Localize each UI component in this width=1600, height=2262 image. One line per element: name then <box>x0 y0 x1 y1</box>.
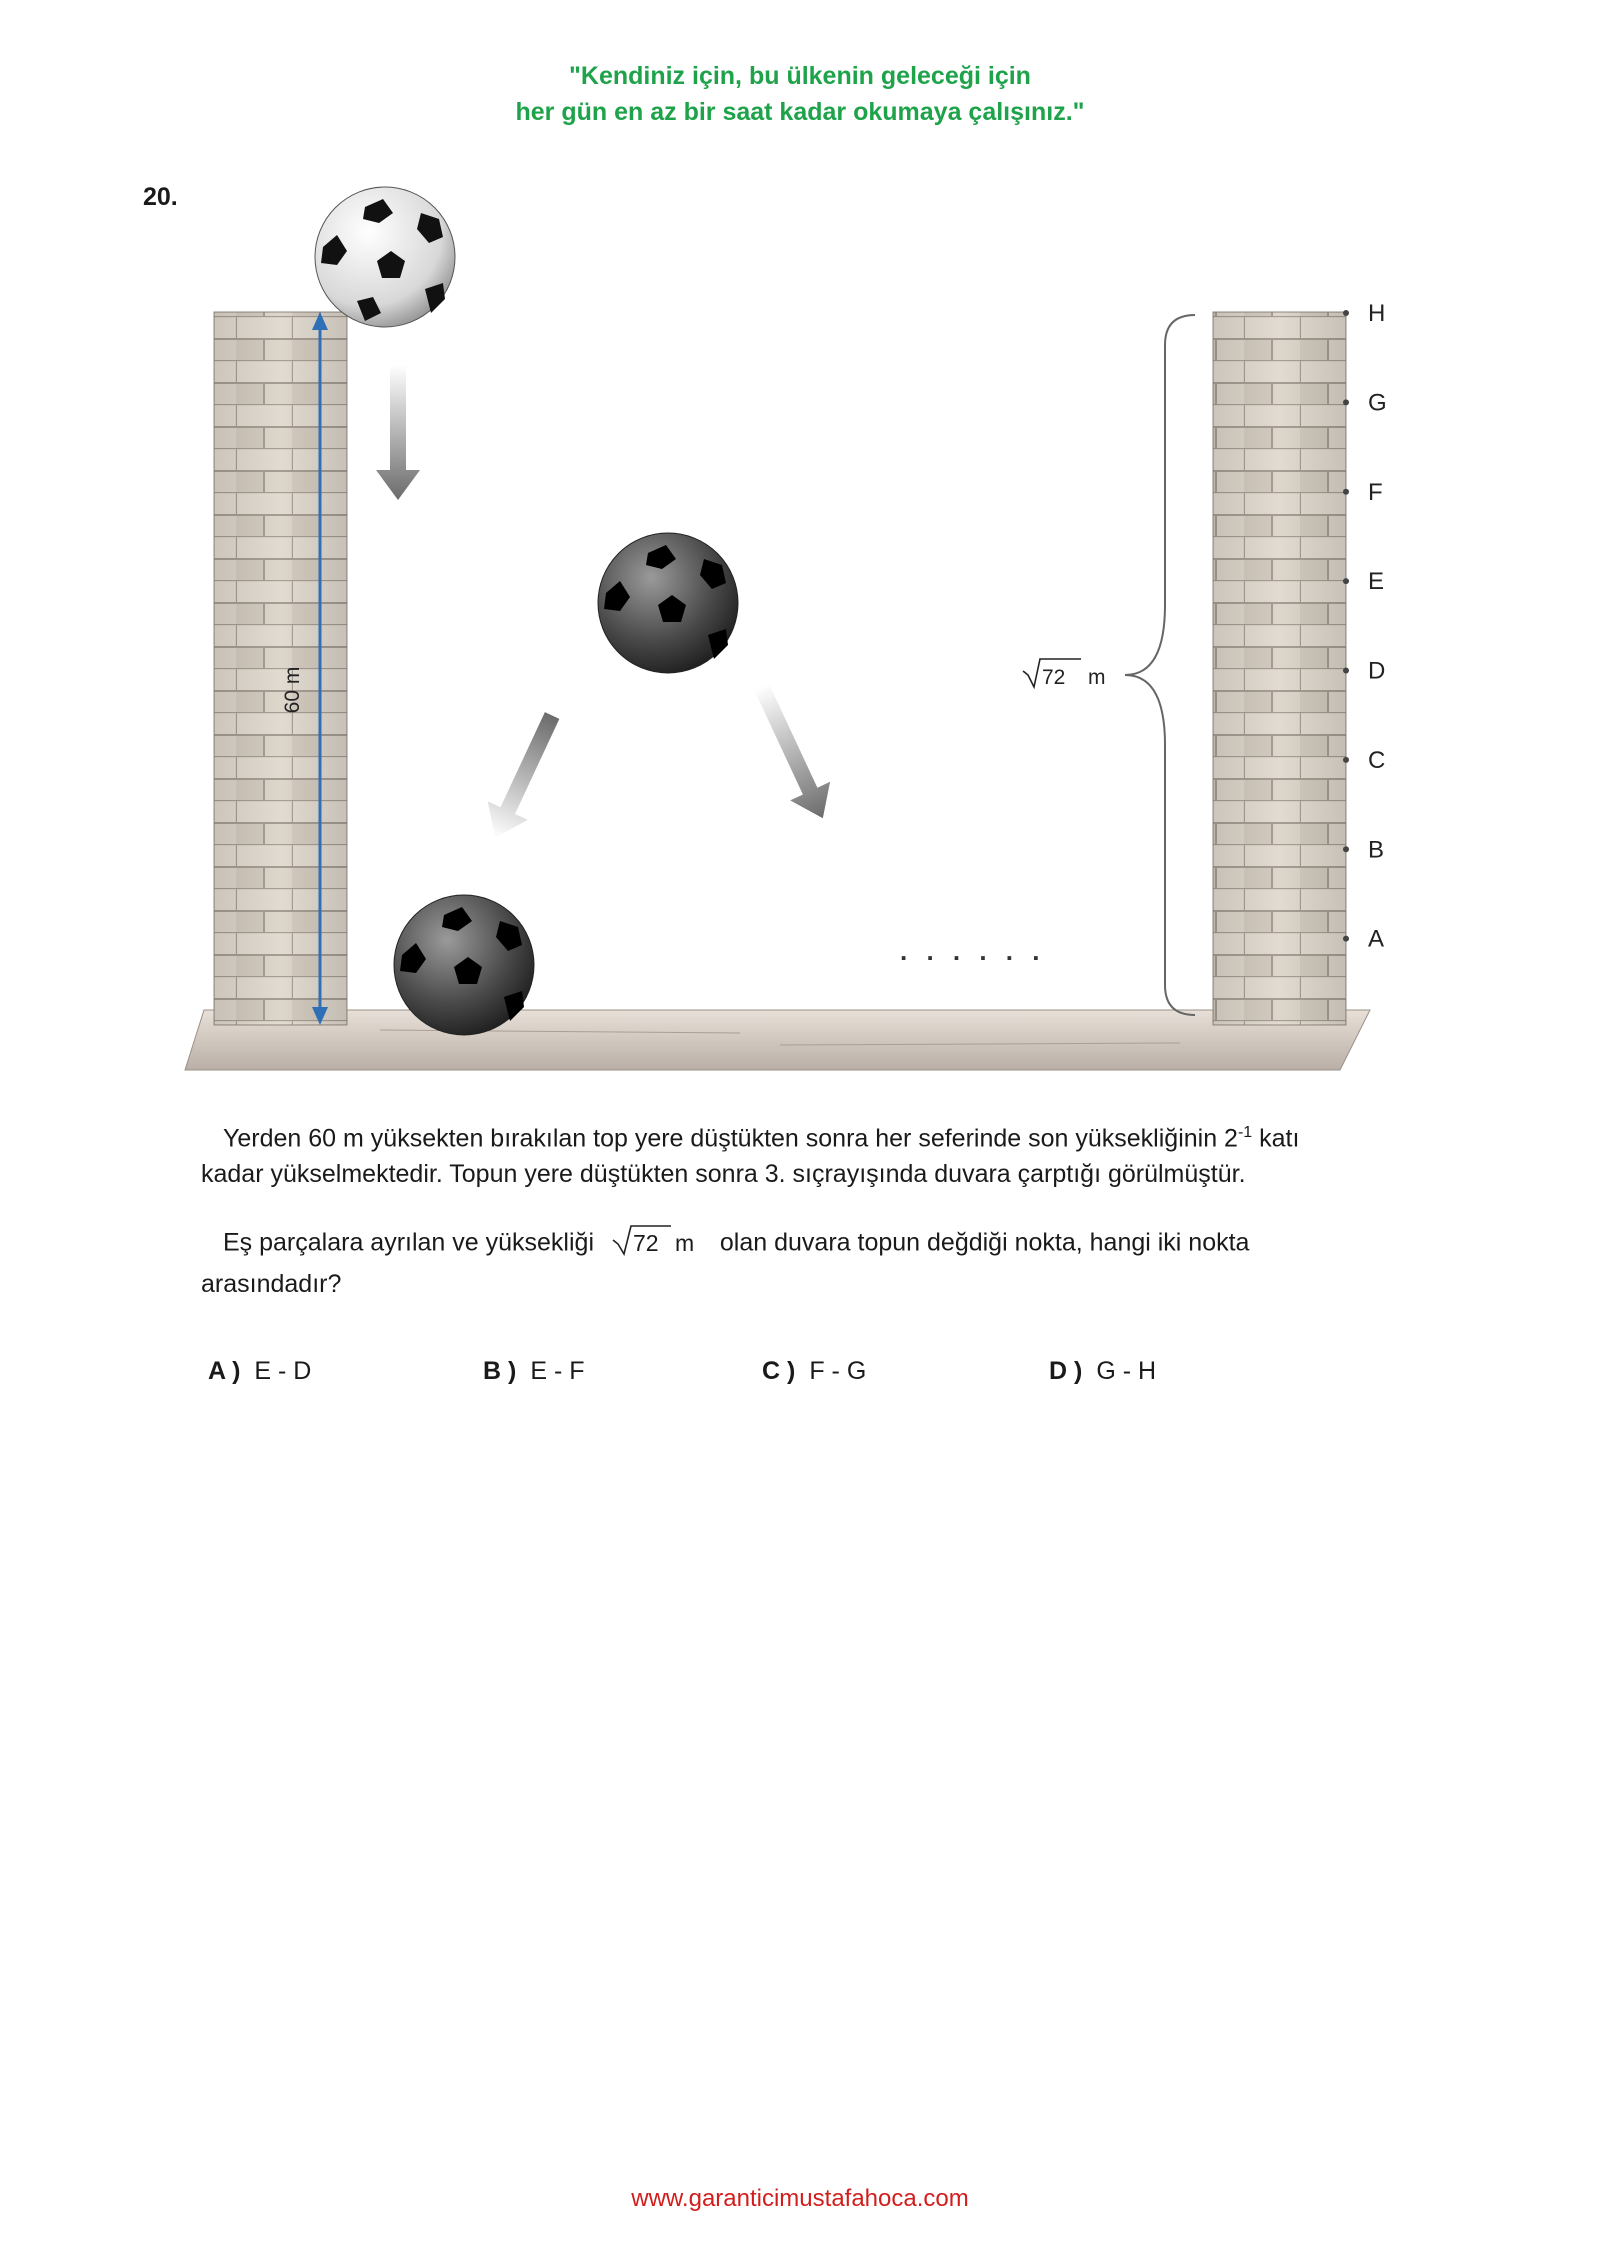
right-wall-height-label <box>1023 659 1106 689</box>
option-c-letter: C ) <box>762 1357 796 1385</box>
left-wall-height-label: 60 m <box>281 666 304 714</box>
point-marker-e <box>1343 578 1349 584</box>
paragraph1-part-a: Yerden 60 m yüksekten bırakılan top yere düştükten sonra her seferinde son yüksekliğinin 2 <box>223 1124 1238 1153</box>
point-label-d: D <box>1368 657 1386 685</box>
quote-line-1: "Kendiniz için, bu ülkenin geleceği için <box>569 62 1031 90</box>
wall-points <box>1343 300 1387 953</box>
option-b-text: E - F <box>530 1357 585 1385</box>
motivational-quote <box>0 58 1600 130</box>
option-a-text: E - D <box>254 1357 312 1385</box>
point-marker-f <box>1343 489 1349 495</box>
point-marker-h <box>1343 310 1349 316</box>
arrow-down-2 <box>742 678 843 828</box>
right-wall <box>1213 312 1346 1025</box>
ball-middle <box>598 533 738 673</box>
arrow-down-1 <box>376 365 420 500</box>
bouncing-ball-figure <box>180 185 1410 1085</box>
point-label-g: G <box>1368 389 1387 417</box>
point-label-f: F <box>1368 478 1383 506</box>
sqrt-72-m <box>611 1222 703 1266</box>
point-marker-d <box>1343 668 1349 674</box>
paragraph2-part-a: Eş parçalara ayrılan ve yüksekliği <box>223 1228 594 1257</box>
quote-line-2: her gün en az bir saat kadar okumaya çalışınız." <box>515 98 1085 126</box>
floor <box>185 1010 1370 1070</box>
question-paragraph-1 <box>201 1115 1401 1192</box>
question-paragraph-2 <box>201 1222 1401 1302</box>
option-c-text: F - G <box>809 1357 867 1385</box>
option-c[interactable] <box>762 1357 866 1386</box>
ball-top <box>315 187 455 327</box>
height-brace <box>1125 315 1195 1015</box>
option-d-letter: D ) <box>1049 1357 1083 1385</box>
paragraph1-exponent: -1 <box>1237 1124 1253 1141</box>
footer-url[interactable]: www.garanticimustafahoca.com <box>631 2185 969 2212</box>
point-label-b: B <box>1368 836 1385 864</box>
continuation-dots: . . . . . . <box>900 936 1046 966</box>
point-label-c: C <box>1368 746 1386 774</box>
option-d[interactable] <box>1049 1357 1156 1386</box>
point-marker-b <box>1343 846 1349 852</box>
point-label-h: H <box>1368 300 1386 327</box>
paragraph2-line-2: arasındadır? <box>201 1270 342 1298</box>
option-a[interactable] <box>208 1357 311 1386</box>
svg-text:72: 72 <box>1042 666 1066 689</box>
answer-options <box>0 1357 1600 1397</box>
option-d-text: G - H <box>1096 1357 1157 1385</box>
point-marker-g <box>1343 399 1349 405</box>
paragraph2-part-b: olan duvara topun değdiği nokta, hangi iki nokta <box>719 1228 1250 1257</box>
point-marker-c <box>1343 757 1349 763</box>
point-marker-a <box>1343 936 1349 942</box>
option-b-letter: B ) <box>483 1357 517 1385</box>
ball-bottom <box>394 895 534 1035</box>
option-b[interactable] <box>483 1357 585 1386</box>
point-label-a: A <box>1368 925 1385 953</box>
question-number: 20. <box>143 183 178 211</box>
arrow-up <box>475 706 572 847</box>
option-a-letter: A ) <box>208 1357 241 1385</box>
svg-text:72: 72 <box>632 1230 659 1256</box>
svg-text:m: m <box>674 1230 695 1256</box>
paragraph1-line-2: kadar yükselmektedir. Topun yere düştükten sonra 3. sıçrayışında duvara çarptığı görülmüştür. <box>201 1160 1246 1189</box>
svg-text:m: m <box>1088 666 1106 689</box>
point-label-e: E <box>1368 568 1385 596</box>
paragraph1-part-b: katı <box>1252 1124 1300 1153</box>
